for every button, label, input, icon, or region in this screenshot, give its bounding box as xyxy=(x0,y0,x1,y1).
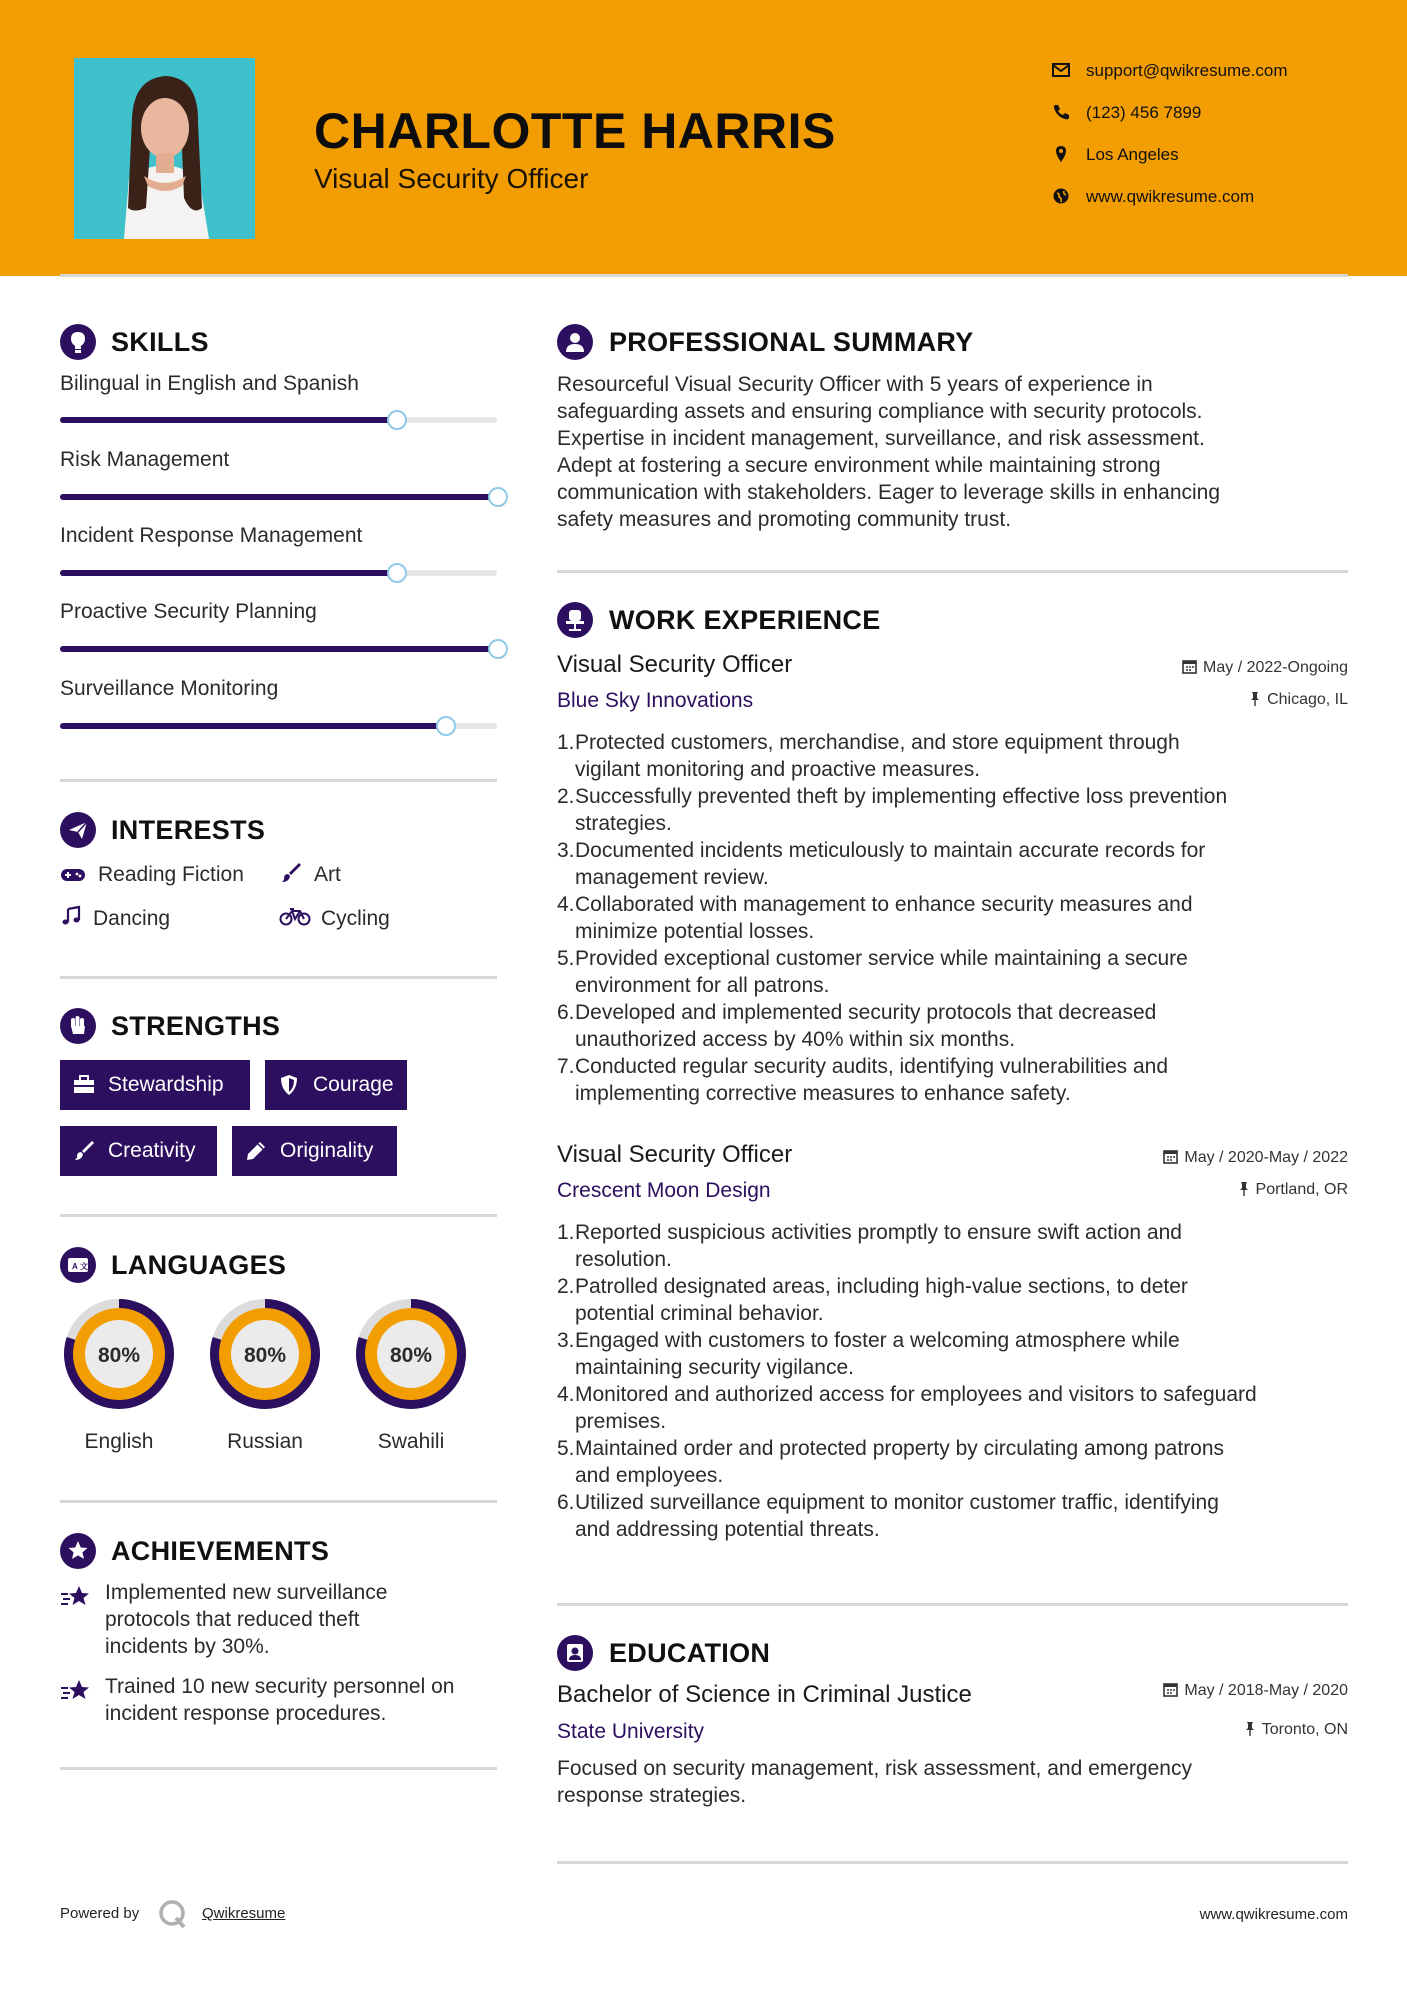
language-icon xyxy=(60,1247,96,1283)
summary-heading: PROFESSIONAL SUMMARY xyxy=(609,327,974,357)
list-line: maintaining security vigilance. xyxy=(575,1356,854,1379)
job-responsibilities xyxy=(557,729,1365,1107)
language-percent: 80% xyxy=(97,1344,141,1367)
skill-bar-fill xyxy=(60,723,445,729)
achievement-line: incident response procedures. xyxy=(105,1702,387,1725)
education-description xyxy=(557,1755,1192,1809)
achievement-line: Trained 10 new security personnel on xyxy=(105,1675,455,1698)
office-chair-icon xyxy=(557,602,593,638)
list-line: Monitored and authorized access for employees and visitors to safeguard xyxy=(575,1383,1257,1406)
interest-label: Cycling xyxy=(321,907,390,930)
language-label: Russian xyxy=(227,1430,303,1453)
list-item xyxy=(557,783,1365,837)
svg-text:A: A xyxy=(72,1262,78,1271)
map-pin-icon xyxy=(1050,143,1072,165)
list-item xyxy=(557,729,1365,783)
pushpin-icon xyxy=(1249,691,1261,706)
list-line: management review. xyxy=(575,866,769,889)
language-label: Swahili xyxy=(377,1430,445,1453)
language-percent: 80% xyxy=(243,1344,287,1367)
education-date xyxy=(1163,1682,1348,1700)
education-heading: EDUCATION xyxy=(609,1638,771,1668)
header-banner xyxy=(0,0,1407,276)
list-line: minimize potential losses. xyxy=(575,920,815,943)
list-line: Documented incidents meticulously to maintain accurate records for xyxy=(575,839,1206,862)
skill-bar xyxy=(60,417,497,423)
experience-heading: WORK EXPERIENCE xyxy=(609,605,881,635)
strength-label: Originality xyxy=(280,1139,374,1162)
summary-text xyxy=(557,371,1220,533)
list-number: 2. xyxy=(557,1275,575,1298)
list-line: Developed and implemented security protocols that decreased xyxy=(575,1001,1157,1024)
paintbrush-icon xyxy=(279,861,303,885)
job-date-text: May / 2022-Ongoing xyxy=(1203,659,1348,676)
achievement-item xyxy=(105,1673,454,1727)
paper-plane-icon xyxy=(60,812,96,848)
contact-location-text: Los Angeles xyxy=(1086,145,1179,164)
section-divider xyxy=(60,1214,497,1217)
strength-label: Stewardship xyxy=(108,1073,224,1096)
education-school: State University xyxy=(557,1720,705,1743)
list-line: implementing corrective measures to enhance safety. xyxy=(575,1082,1071,1105)
job-title: Visual Security Officer xyxy=(557,651,793,678)
raised-fist-icon xyxy=(60,1008,96,1044)
footer-url[interactable]: www.qwikresume.com xyxy=(1199,1906,1348,1923)
interest-label: Dancing xyxy=(93,907,171,930)
pushpin-icon xyxy=(1244,1721,1256,1736)
skill-label: Risk Management xyxy=(60,448,230,471)
powered-by-text: Powered by xyxy=(60,1905,140,1922)
job-date-text: May / 2020-May / 2022 xyxy=(1184,1149,1348,1166)
strength-chip xyxy=(265,1060,407,1110)
phone-icon xyxy=(1050,101,1072,123)
skill-bar xyxy=(60,494,497,500)
list-number: 2. xyxy=(557,785,575,808)
skill-bar-fill xyxy=(60,494,497,500)
list-line: Utilized surveillance equipment to monitor customer traffic, identifying xyxy=(575,1491,1219,1514)
contact-website-text: www.qwikresume.com xyxy=(1086,187,1255,206)
section-divider xyxy=(557,1603,1348,1606)
list-item xyxy=(557,891,1365,945)
pencil-icon xyxy=(244,1139,268,1163)
pushpin-icon xyxy=(1238,1181,1250,1196)
job-responsibilities xyxy=(557,1219,1365,1543)
job-company: Crescent Moon Design xyxy=(557,1179,771,1202)
list-line: and employees. xyxy=(575,1464,724,1487)
section-divider xyxy=(60,1767,497,1770)
skill-bar-knob xyxy=(387,563,407,583)
education-location xyxy=(1244,1721,1348,1739)
skill-bar xyxy=(60,570,497,576)
list-line: Patrolled designated areas, including high-value sections, to deter xyxy=(575,1275,1188,1298)
list-number: 6. xyxy=(557,1491,575,1514)
skill-bar-knob xyxy=(387,410,407,430)
interests-heading: INTERESTS xyxy=(111,815,266,845)
skill-bar-fill xyxy=(60,646,497,652)
list-line: unauthorized access by 40% within six months. xyxy=(575,1028,1016,1051)
job-date xyxy=(1163,1149,1348,1167)
shooting-star-icon xyxy=(60,1584,92,1610)
bicycle-icon xyxy=(279,905,311,927)
skill-label: Bilingual in English and Spanish xyxy=(60,372,359,395)
skill-label: Proactive Security Planning xyxy=(60,600,317,623)
contact-email-text: support@qwikresume.com xyxy=(1086,61,1288,80)
envelope-icon xyxy=(1050,59,1072,81)
section-divider xyxy=(60,976,497,979)
list-line: Protected customers, merchandise, and store equipment through xyxy=(575,731,1180,754)
list-number: 4. xyxy=(557,1383,575,1406)
list-number: 4. xyxy=(557,893,575,916)
list-line: environment for all patrons. xyxy=(575,974,830,997)
language-ring xyxy=(350,1293,472,1415)
list-item xyxy=(557,1489,1365,1543)
candidate-name: CHARLOTTE HARRIS xyxy=(314,103,836,159)
skill-bar-fill xyxy=(60,570,396,576)
list-number: 1. xyxy=(557,1221,575,1244)
list-line: Conducted regular security audits, identifying vulnerabilities and xyxy=(575,1055,1169,1078)
achievement-item xyxy=(105,1579,387,1660)
footer-powered-by xyxy=(60,1905,286,1922)
list-line: Engaged with customers to foster a welcoming atmosphere while xyxy=(575,1329,1180,1352)
summary-line: safeguarding assets and ensuring compliance with security protocols. xyxy=(557,400,1203,423)
skill-label: Surveillance Monitoring xyxy=(60,677,279,700)
list-item xyxy=(557,1435,1365,1489)
section-divider xyxy=(557,1861,1348,1864)
section-divider xyxy=(557,570,1348,573)
summary-line: Resourceful Visual Security Officer with 5 years of experience in xyxy=(557,373,1153,396)
list-line: resolution. xyxy=(575,1248,672,1271)
gamepad-icon xyxy=(60,866,86,884)
list-item xyxy=(557,945,1365,999)
strength-label: Creativity xyxy=(108,1139,196,1162)
list-line: Collaborated with management to enhance security measures and xyxy=(575,893,1193,916)
briefcase-icon xyxy=(72,1073,96,1097)
interest-label: Reading Fiction xyxy=(98,863,244,886)
list-number: 5. xyxy=(557,1437,575,1460)
education-date-text: May / 2018-May / 2020 xyxy=(1184,1682,1348,1699)
user-icon xyxy=(557,324,593,360)
job-company: Blue Sky Innovations xyxy=(557,689,754,712)
strength-chip xyxy=(60,1126,217,1176)
job-title: Visual Security Officer xyxy=(557,1141,793,1168)
section-divider xyxy=(60,779,497,782)
qwikresume-logo-icon xyxy=(157,1898,189,1930)
calendar-icon xyxy=(1163,1149,1178,1164)
list-line: Maintained order and protected property by circulating among patrons xyxy=(575,1437,1225,1460)
job-date xyxy=(1182,659,1348,677)
candidate-title: Visual Security Officer xyxy=(314,163,589,194)
list-item xyxy=(557,837,1365,891)
summary-line: Expertise in incident management, surveillance, and risk assessment. xyxy=(557,427,1205,450)
skills-heading: SKILLS xyxy=(111,327,209,357)
list-number: 7. xyxy=(557,1055,575,1078)
language-ring xyxy=(204,1293,326,1415)
list-line: potential criminal behavior. xyxy=(575,1302,824,1325)
summary-line: safety measures and promoting community trust. xyxy=(557,508,1012,531)
contact-phone-text: (123) 456 7899 xyxy=(1086,103,1202,122)
list-number: 6. xyxy=(557,1001,575,1024)
skill-bar-fill xyxy=(60,417,396,423)
profile-photo xyxy=(74,58,255,239)
achievements-heading: ACHIEVEMENTS xyxy=(111,1536,330,1566)
list-line: Successfully prevented theft by implementing effective loss prevention xyxy=(575,785,1228,808)
calendar-icon xyxy=(1182,659,1197,674)
calendar-icon xyxy=(1163,1682,1178,1697)
summary-line: Adept at fostering a secure environment while maintaining strong xyxy=(557,454,1161,477)
education-degree: Bachelor of Science in Criminal Justice xyxy=(557,1681,972,1708)
achievement-line: incidents by 30%. xyxy=(105,1635,270,1658)
music-note-icon xyxy=(60,905,82,927)
list-number: 1. xyxy=(557,731,575,754)
star-badge-icon xyxy=(60,1533,96,1569)
list-line: and addressing potential threats. xyxy=(575,1518,880,1541)
job-location-text: Chicago, IL xyxy=(1267,691,1348,708)
skill-bar xyxy=(60,723,497,729)
job-location-text: Portland, OR xyxy=(1255,1181,1348,1198)
skill-label: Incident Response Management xyxy=(60,524,363,547)
list-line: Provided exceptional customer service while maintaining a secure xyxy=(575,947,1188,970)
section-divider xyxy=(60,1500,497,1503)
language-ring xyxy=(58,1293,180,1415)
list-line: strategies. xyxy=(575,812,672,835)
shooting-star-icon xyxy=(60,1678,92,1704)
globe-icon xyxy=(1050,185,1072,207)
languages-heading: LANGUAGES xyxy=(111,1250,287,1280)
list-item xyxy=(557,1053,1365,1107)
skill-bar-knob xyxy=(488,487,508,507)
list-number: 3. xyxy=(557,839,575,862)
list-item xyxy=(557,1327,1365,1381)
language-label: English xyxy=(84,1430,154,1453)
shield-icon xyxy=(277,1073,301,1097)
paintbrush-icon xyxy=(72,1139,96,1163)
education-location-text: Toronto, ON xyxy=(1261,1721,1348,1738)
strength-chip xyxy=(60,1060,250,1110)
list-line: premises. xyxy=(575,1410,667,1433)
list-item xyxy=(557,1381,1365,1435)
education-line: response strategies. xyxy=(557,1784,747,1807)
strengths-heading: STRENGTHS xyxy=(111,1011,281,1041)
header-divider xyxy=(60,274,1348,277)
achievement-line: protocols that reduced theft xyxy=(105,1608,360,1631)
list-number: 3. xyxy=(557,1329,575,1352)
graduate-icon xyxy=(557,1635,593,1671)
job-location xyxy=(1238,1181,1348,1199)
qwikresume-link[interactable]: Qwikresume xyxy=(202,1905,286,1922)
education-line: Focused on security management, risk assessment, and emergency xyxy=(557,1757,1192,1780)
skill-bar xyxy=(60,646,497,652)
lightbulb-icon xyxy=(60,324,96,360)
list-item xyxy=(557,1273,1365,1327)
strength-label: Courage xyxy=(313,1073,394,1096)
list-number: 5. xyxy=(557,947,575,970)
language-percent: 80% xyxy=(389,1344,433,1367)
strength-chip xyxy=(232,1126,397,1176)
svg-text:文: 文 xyxy=(80,1262,88,1271)
job-location xyxy=(1249,691,1348,709)
list-line: vigilant monitoring and proactive measures. xyxy=(575,758,981,781)
summary-line: communication with stakeholders. Eager to leverage skills in enhancing xyxy=(557,481,1221,504)
list-line: Reported suspicious activities promptly to ensure swift action and xyxy=(575,1221,1182,1244)
list-item xyxy=(557,999,1365,1053)
skill-bar-knob xyxy=(436,716,456,736)
interest-label: Art xyxy=(314,863,341,886)
list-item xyxy=(557,1219,1365,1273)
skill-bar-knob xyxy=(488,639,508,659)
achievement-line: Implemented new surveillance xyxy=(105,1581,388,1604)
